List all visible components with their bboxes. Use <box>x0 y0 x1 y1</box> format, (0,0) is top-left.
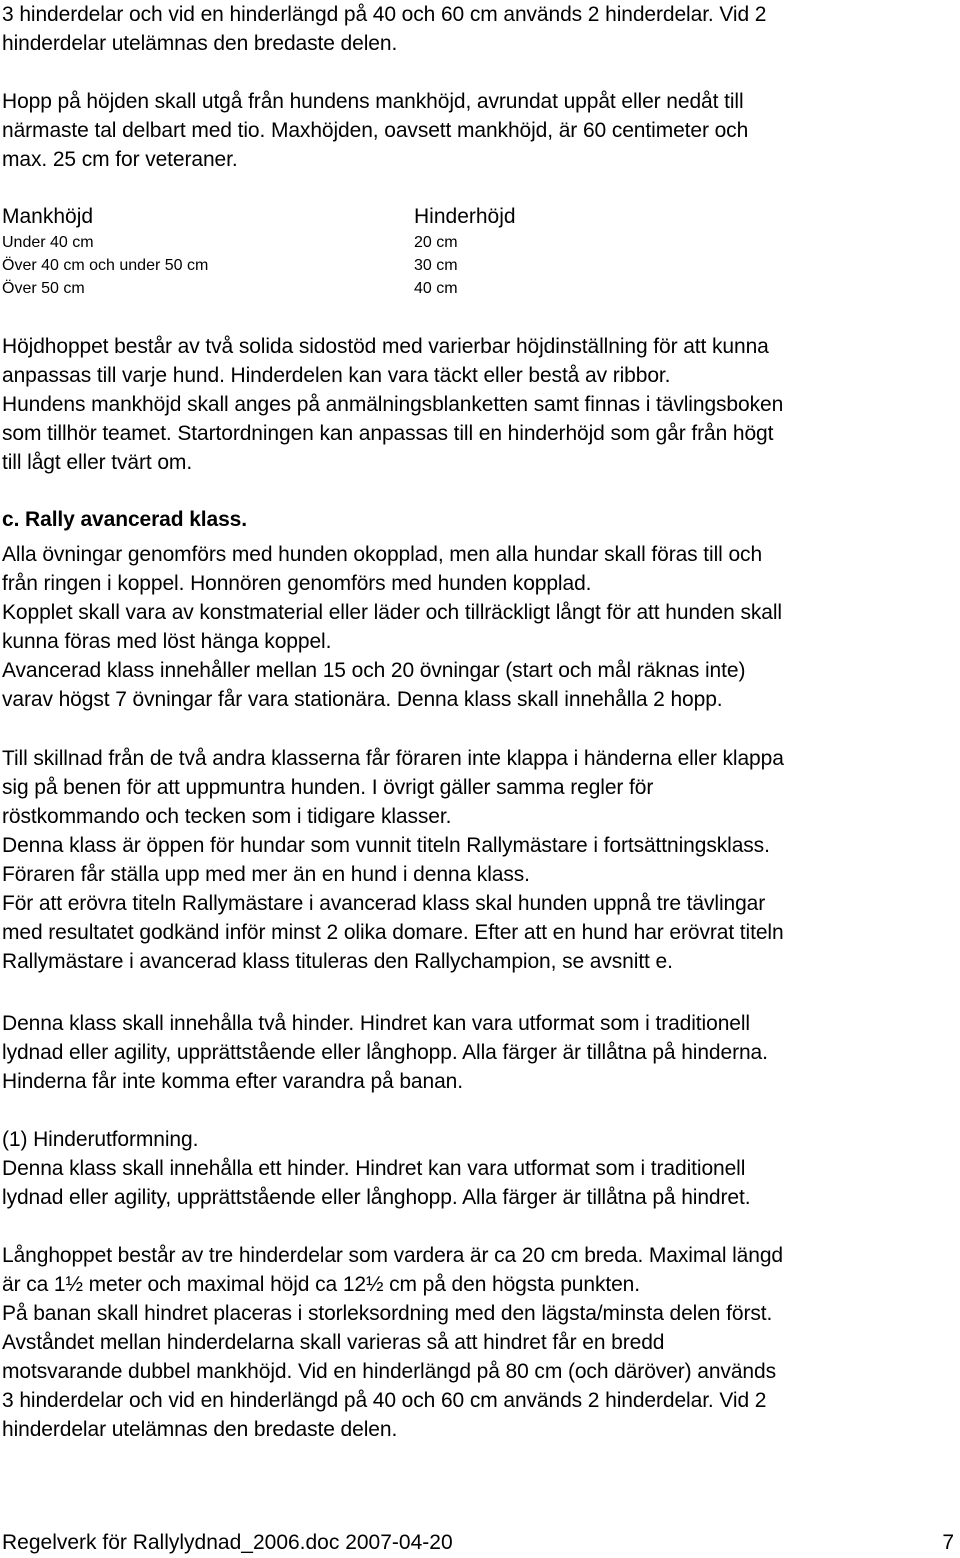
text-line: som tillhör teamet. Startordningen kan anpassas till en hinderhöjd som går från högt <box>2 422 774 445</box>
text-line: Långhoppet består av tre hinderdelar som vardera är ca 20 cm breda. Maximal längd <box>2 1244 784 1267</box>
text-line: Denna klass skall innehålla ett hinder. Hindret kan vara utformat som i traditionell <box>2 1157 746 1180</box>
text-line: närmaste tal delbart med tio. Maxhöjden, oavsett mankhöjd, är 60 centimeter och <box>2 119 749 142</box>
text-line: Hinderna får inte komma efter varandra på banan. <box>2 1070 463 1093</box>
table-cell-hinder: 30 cm <box>414 257 458 274</box>
text-line: hinderdelar utelämnas den bredaste delen. <box>2 1418 398 1441</box>
high-jump-paragraph <box>2 332 783 477</box>
text-line: motsvarande dubbel mankhöjd. Vid en hinderlängd på 80 cm (och däröver) används <box>2 1360 776 1383</box>
text-line: Föraren får ställa upp med mer än en hund i denna klass. <box>2 863 530 886</box>
text-line: anpassas till varje hund. Hinderdelen kan vara täckt eller bestå av ribbor. <box>2 364 671 387</box>
text-line: På banan skall hindret placeras i storleksordning med den lägsta/minsta delen först. <box>2 1302 773 1325</box>
text-line: Höjdhoppet består av två solida sidostöd med varierbar höjdinställning för att kunna <box>2 335 769 358</box>
table-cell-mank: Över 40 cm och under 50 cm <box>2 257 209 274</box>
footer-page-number: 7 <box>942 1531 954 1554</box>
text-line: Avancerad klass innehåller mellan 15 och 20 övningar (start och mål räknas inte) <box>2 659 746 682</box>
table-cell-mank: Över 50 cm <box>2 280 85 297</box>
two-obstacles-paragraph <box>2 1009 768 1096</box>
table-header-mankhojd: Mankhöjd <box>2 205 94 228</box>
text-line: lydnad eller agility, upprättstående eller långhopp. Alla färger är tillåtna på hindret. <box>2 1186 751 1209</box>
text-line: Hopp på höjden skall utgå från hundens mankhöjd, avrundat uppåt eller nedåt till <box>2 90 744 113</box>
text-line: sig på benen för att uppmuntra hunden. I övrigt gäller samma regler för <box>2 776 654 799</box>
text-line: kunna föras med löst hänga koppel. <box>2 630 332 653</box>
obstacle-design-paragraph <box>2 1125 750 1212</box>
text-line: För att erövra titeln Rallymästare i avancerad klass skal hunden uppnå tre tävlingar <box>2 892 766 915</box>
text-line: varav högst 7 övningar får vara stationära. Denna klass skall innehålla 2 hopp. <box>2 688 723 711</box>
text-line: till lågt eller tvärt om. <box>2 451 193 474</box>
text-line: Kopplet skall vara av konstmaterial eller läder och tillräckligt långt för att hunden skall <box>2 601 782 624</box>
text-line: max. 25 cm for veteraner. <box>2 148 238 171</box>
text-line: är ca 1½ meter och maximal höjd ca 12½ cm på den högsta punkten. <box>2 1273 640 1296</box>
text-line: Avståndet mellan hinderdelarna skall varieras så att hindret får en bredd <box>2 1331 665 1354</box>
advanced-class-paragraph <box>2 540 782 714</box>
text-line: Rallymästare i avancerad klass tituleras den Rallychampion, se avsnitt e. <box>2 950 673 973</box>
text-line: från ringen i koppel. Honnören genomförs med hunden kopplad. <box>2 572 592 595</box>
text-line: hinderdelar utelämnas den bredaste delen. <box>2 32 398 55</box>
difference-paragraph <box>2 744 784 976</box>
text-line: med resultatet godkänd inför minst 2 olika domare. Efter att en hund har erövrat titeln <box>2 921 784 944</box>
height-rule-paragraph <box>2 87 748 174</box>
top-paragraph <box>2 0 766 58</box>
table-cell-hinder: 40 cm <box>414 280 458 297</box>
long-jump-paragraph <box>2 1241 783 1444</box>
table-cell-hinder: 20 cm <box>414 234 458 251</box>
text-line: 3 hinderdelar och vid en hinderlängd på 40 och 60 cm används 2 hinderdelar. Vid 2 <box>2 3 767 26</box>
table-header-hinderhojd: Hinderhöjd <box>414 205 516 228</box>
section-heading: c. Rally avancerad klass. <box>2 508 247 531</box>
text-line: Hundens mankhöjd skall anges på anmälningsblanketten samt finnas i tävlingsboken <box>2 393 784 416</box>
text-line: 3 hinderdelar och vid en hinderlängd på 40 och 60 cm används 2 hinderdelar. Vid 2 <box>2 1389 767 1412</box>
footer-doc-info: Regelverk för Rallylydnad_2006.doc 2007-04-20 <box>2 1531 453 1554</box>
text-line: Alla övningar genomförs med hunden okopplad, men alla hundar skall föras till och <box>2 543 763 566</box>
text-line: röstkommando och tecken som i tidigare klasser. <box>2 805 452 828</box>
text-line: (1) Hinderutformning. <box>2 1128 199 1151</box>
text-line: Till skillnad från de två andra klasserna får föraren inte klappa i händerna eller klappa <box>2 747 784 770</box>
text-line: Denna klass skall innehålla två hinder. Hindret kan vara utformat som i traditionell <box>2 1012 750 1035</box>
text-line: Denna klass är öppen för hundar som vunnit titeln Rallymästare i fortsättningsklass. <box>2 834 770 857</box>
table-cell-mank: Under 40 cm <box>2 234 94 251</box>
text-line: lydnad eller agility, upprättstående eller långhopp. Alla färger är tillåtna på hinderna. <box>2 1041 768 1064</box>
